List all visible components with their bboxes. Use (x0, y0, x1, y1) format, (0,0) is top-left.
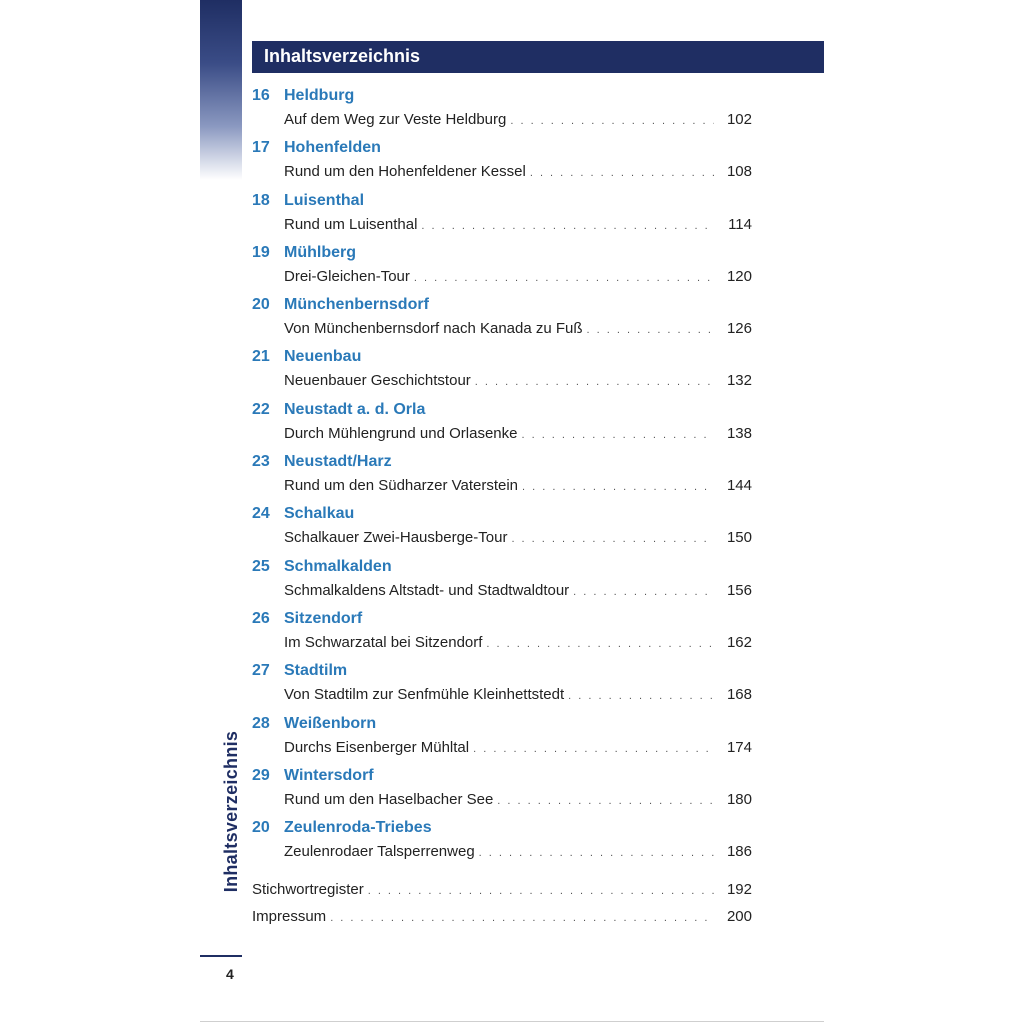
toc-entry-number: 17 (252, 139, 270, 157)
toc-entry-page: 120 (726, 267, 752, 285)
toc-entry[interactable] (252, 659, 752, 711)
toc-entry-page: 150 (726, 529, 752, 547)
toc-entry-tour: Schalkauer Zwei-Hausberge-Tour (284, 529, 508, 547)
dot-leader (497, 789, 714, 813)
dot-leader (530, 161, 714, 185)
toc-entry[interactable] (252, 712, 752, 764)
toc-entry-tour: Von Stadtilm zur Senfmühle Kleinhettstedt (284, 686, 565, 704)
toc-entry-number: 29 (252, 766, 270, 784)
toc-entry-title[interactable] (252, 764, 752, 788)
dot-leader (479, 841, 714, 865)
toc-entry-number: 25 (252, 557, 270, 575)
toc-extra-page: 200 (726, 908, 752, 926)
toc-entry-tour: Rund um den Haselbacher See (284, 790, 494, 808)
toc-entry-number: 21 (252, 348, 270, 366)
toc-entry-tour: Von Münchenbernsdorf nach Kanada zu Fuß (284, 320, 583, 338)
toc-entry-page: 186 (726, 843, 752, 861)
toc-entry-tour-line[interactable] (284, 265, 752, 289)
toc-entry-page: 168 (726, 686, 752, 704)
toc-entry-title[interactable] (252, 189, 752, 213)
toc-entry-place: Neustadt a. d. Orla (284, 400, 426, 418)
toc-entry-tour-line[interactable] (284, 840, 752, 864)
toc-entry-place: Heldburg (284, 87, 355, 104)
dot-leader (511, 527, 714, 551)
toc-entry[interactable] (252, 189, 752, 241)
toc-entry-tour: Schmalkaldens Altstadt- und Stadtwaldtour (284, 581, 570, 599)
toc-entries (252, 84, 752, 868)
toc-entry-place: Sitzendorf (284, 609, 363, 627)
toc-entry-title[interactable] (252, 398, 752, 422)
toc-entry-title[interactable] (252, 136, 752, 160)
dot-leader (587, 318, 714, 342)
dot-leader (573, 580, 714, 604)
toc-entry-number: 23 (252, 453, 270, 471)
dot-leader (414, 266, 714, 290)
toc-entry-title[interactable] (252, 816, 752, 840)
toc-entry-tour-line[interactable] (284, 526, 752, 550)
toc-entry-number: 20 (252, 819, 270, 837)
dot-leader (522, 475, 714, 499)
toc-entry-place: Wintersdorf (284, 766, 374, 784)
toc-extra-label: Impressum (252, 908, 327, 926)
sidebar-gradient-band (200, 0, 242, 180)
toc-entry-place: Neuenbau (284, 348, 362, 366)
dot-leader (510, 109, 714, 133)
toc-entry-tour: Auf dem Weg zur Veste Heldburg (284, 111, 507, 128)
toc-entry-page: 132 (726, 372, 752, 390)
toc-entry-number: 26 (252, 609, 270, 627)
toc-entry-tour-line[interactable] (284, 108, 752, 132)
toc-entry-title[interactable] (252, 555, 752, 579)
toc-entry-page: 156 (726, 581, 752, 599)
table-of-contents (252, 84, 752, 930)
toc-entry-tour-line[interactable] (284, 788, 752, 812)
toc-entry-tour: Neuenbauer Geschichtstour (284, 372, 471, 390)
toc-extras (252, 876, 752, 930)
toc-entry[interactable] (252, 398, 752, 450)
toc-entry-place: Zeulenroda-Triebes (284, 819, 432, 837)
toc-entry-tour-line[interactable] (284, 683, 752, 707)
toc-entry[interactable] (252, 555, 752, 607)
toc-extra-line[interactable] (252, 903, 752, 930)
toc-entry-title[interactable] (252, 345, 752, 369)
toc-entry-place: Stadtilm (284, 662, 348, 680)
sidebar-vertical-title (218, 726, 246, 896)
bottom-divider (200, 1021, 824, 1022)
dot-leader (475, 370, 714, 394)
toc-entry-place: Hohenfelden (284, 139, 381, 157)
toc-entry-title[interactable] (252, 659, 752, 683)
toc-entry[interactable] (252, 607, 752, 659)
dot-leader (521, 423, 714, 447)
toc-entry-number: 28 (252, 714, 270, 732)
toc-entry-place: Luisenthal (284, 191, 365, 209)
toc-entry[interactable] (252, 241, 752, 293)
sidebar-vertical-title-text: Inhaltsverzeichnis (221, 730, 242, 892)
toc-entry-tour-line[interactable] (284, 160, 752, 184)
toc-entry-tour-line[interactable] (284, 474, 752, 498)
page-number: 4 (226, 966, 234, 982)
toc-entry-number: 22 (252, 400, 270, 418)
toc-entry-page: 180 (726, 790, 752, 808)
toc-entry-title[interactable] (252, 241, 752, 265)
toc-entry-tour: Durch Mühlengrund und Orlasenke (284, 424, 518, 442)
toc-entry-page: 102 (726, 111, 752, 128)
toc-entry-place: Mühlberg (284, 243, 356, 261)
toc-entry-title[interactable] (252, 607, 752, 631)
toc-entry-number: 18 (252, 191, 270, 209)
toc-entry-place: Weißenborn (284, 714, 377, 732)
toc-extra-page: 192 (726, 881, 752, 899)
toc-entry-tour: Rund um den Hohenfeldener Kessel (284, 163, 526, 181)
toc-entry-page: 138 (726, 424, 752, 442)
toc-entry-page: 114 (728, 215, 752, 233)
toc-entry-title[interactable] (252, 84, 752, 108)
toc-entry[interactable] (252, 84, 752, 136)
toc-entry-place: Neustadt/Harz (284, 453, 392, 471)
toc-entry[interactable] (252, 450, 752, 502)
toc-extra-label: Stichwortregister (252, 881, 364, 899)
toc-entry-tour: Zeulenrodaer Talsperrenweg (284, 843, 475, 861)
toc-entry-tour: Drei-Gleichen-Tour (284, 267, 410, 285)
toc-entry-number: 27 (252, 662, 270, 680)
toc-entry-page: 162 (726, 633, 752, 651)
toc-entry-number: 16 (252, 87, 270, 104)
dot-leader (486, 632, 714, 656)
toc-extra-line[interactable] (252, 876, 752, 903)
toc-entry-title[interactable] (252, 293, 752, 317)
toc-entry[interactable] (252, 136, 752, 188)
toc-entry-page: 126 (726, 320, 752, 338)
toc-entry-number: 24 (252, 505, 270, 523)
toc-entry-page: 144 (726, 477, 752, 495)
toc-entry-tour: Im Schwarzatal bei Sitzendorf (284, 633, 483, 651)
toc-entry-tour-line[interactable] (284, 736, 752, 760)
toc-entry[interactable] (252, 502, 752, 554)
toc-entry-tour-line[interactable] (284, 369, 752, 393)
toc-entry[interactable] (252, 764, 752, 816)
toc-entry-tour-line[interactable] (284, 579, 752, 603)
toc-entry-title[interactable] (252, 450, 752, 474)
toc-entry-tour: Rund um Luisenthal (284, 215, 418, 233)
dot-leader (421, 214, 714, 238)
toc-entry-tour: Durchs Eisenberger Mühltal (284, 738, 470, 756)
dot-leader (568, 684, 714, 708)
toc-entry[interactable] (252, 816, 752, 868)
toc-entry-page: 174 (726, 738, 752, 756)
toc-entry-title[interactable] (252, 502, 752, 526)
toc-entry[interactable] (252, 345, 752, 397)
toc-entry-place: Schmalkalden (284, 557, 392, 575)
toc-entry-place: Münchenbernsdorf (284, 296, 429, 314)
toc-entry-tour-line[interactable] (284, 422, 752, 446)
toc-entry[interactable] (252, 293, 752, 345)
toc-entry-title[interactable] (252, 712, 752, 736)
dot-leader (330, 905, 714, 932)
toc-entry-tour: Rund um den Südharzer Vaterstein (284, 477, 519, 495)
toc-entry-number: 19 (252, 243, 270, 261)
toc-entry-tour-line[interactable] (284, 631, 752, 655)
dot-leader (473, 737, 714, 761)
toc-entry-page: 108 (726, 163, 752, 181)
toc-entry-place: Schalkau (284, 505, 355, 523)
page-title: Inhaltsverzeichnis (264, 46, 421, 66)
dot-leader (368, 878, 714, 905)
toc-entry-number: 20 (252, 296, 270, 314)
page-title-bar (252, 41, 824, 73)
toc-entry-tour-line[interactable] (284, 317, 752, 341)
page-number-rule (200, 955, 242, 957)
toc-entry-tour-line[interactable] (284, 213, 752, 237)
